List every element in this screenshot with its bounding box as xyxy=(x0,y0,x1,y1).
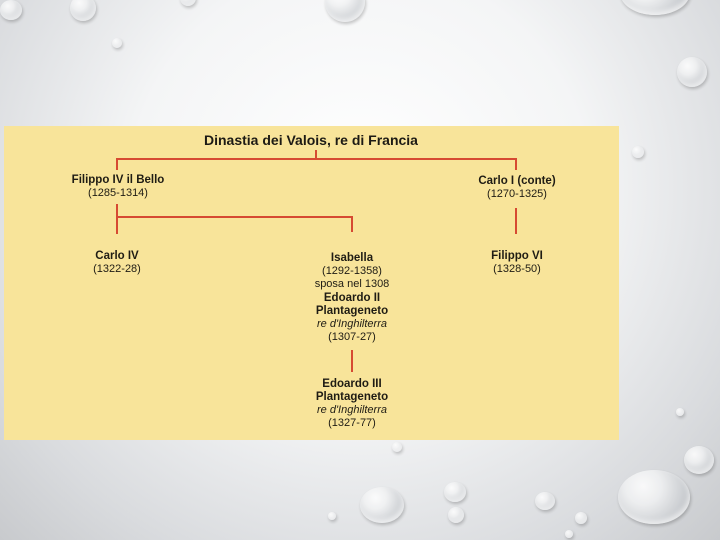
connector-line xyxy=(116,204,118,234)
water-drop-decoration xyxy=(112,38,122,48)
diagram-title: Dinastia dei Valois, re di Francia xyxy=(204,132,418,148)
water-drop-decoration xyxy=(676,408,684,416)
connector-line xyxy=(515,158,517,170)
node-filippo-vi xyxy=(472,250,562,276)
node-dates: (1292-1358) xyxy=(322,265,382,277)
water-drop-decoration xyxy=(444,482,466,502)
node-name: Filippo IV il Bello xyxy=(71,174,165,186)
connector-line xyxy=(515,208,517,234)
node-name: Edoardo III xyxy=(322,378,382,390)
connector-line xyxy=(116,216,353,218)
water-drop-decoration xyxy=(684,446,714,474)
water-drop-decoration xyxy=(360,487,404,523)
node-edoardo-ii xyxy=(292,292,412,344)
node-name: Plantageneto xyxy=(315,305,389,317)
node-dates: (1328-50) xyxy=(493,263,541,275)
genealogy-panel xyxy=(4,126,619,440)
node-isabella xyxy=(292,252,412,291)
water-drop-decoration xyxy=(0,0,22,20)
water-drop-decoration xyxy=(325,0,365,22)
connector-line xyxy=(315,150,317,159)
water-drop-decoration xyxy=(618,470,690,524)
node-dates: (1327-77) xyxy=(328,417,376,429)
node-name: Edoardo II xyxy=(323,292,381,304)
water-drop-decoration xyxy=(575,512,587,524)
water-drop-decoration xyxy=(70,0,96,21)
node-name: Isabella xyxy=(330,252,374,264)
node-note: sposa nel 1308 xyxy=(314,278,390,290)
node-name: Carlo I (conte) xyxy=(478,175,556,187)
node-role: re d'Inghilterra xyxy=(317,318,387,330)
node-dates: (1307-27) xyxy=(328,331,376,343)
water-drop-decoration xyxy=(632,146,644,158)
node-name: Filippo VI xyxy=(491,250,543,262)
node-carlo-i xyxy=(466,175,568,201)
connector-line xyxy=(351,350,353,372)
water-drop-decoration xyxy=(328,512,336,520)
water-drop-decoration xyxy=(448,507,464,523)
water-drop-decoration xyxy=(677,57,707,87)
node-dates: (1322-28) xyxy=(93,263,141,275)
node-name: Plantageneto xyxy=(315,391,389,403)
node-carlo-iv xyxy=(79,250,155,276)
node-name: Carlo IV xyxy=(95,250,139,262)
water-drop-decoration xyxy=(565,530,573,538)
water-drop-decoration xyxy=(180,0,196,6)
water-drop-decoration xyxy=(620,0,690,15)
water-drop-decoration xyxy=(535,492,555,510)
node-dates: (1270-1325) xyxy=(487,188,547,200)
node-dates: (1285-1314) xyxy=(88,187,148,199)
connector-line xyxy=(351,216,353,232)
connector-line xyxy=(116,158,118,170)
node-filippo-iv xyxy=(62,174,174,200)
node-edoardo-iii xyxy=(292,378,412,430)
water-drop-decoration xyxy=(392,442,402,452)
node-role: re d'Inghilterra xyxy=(317,404,387,416)
